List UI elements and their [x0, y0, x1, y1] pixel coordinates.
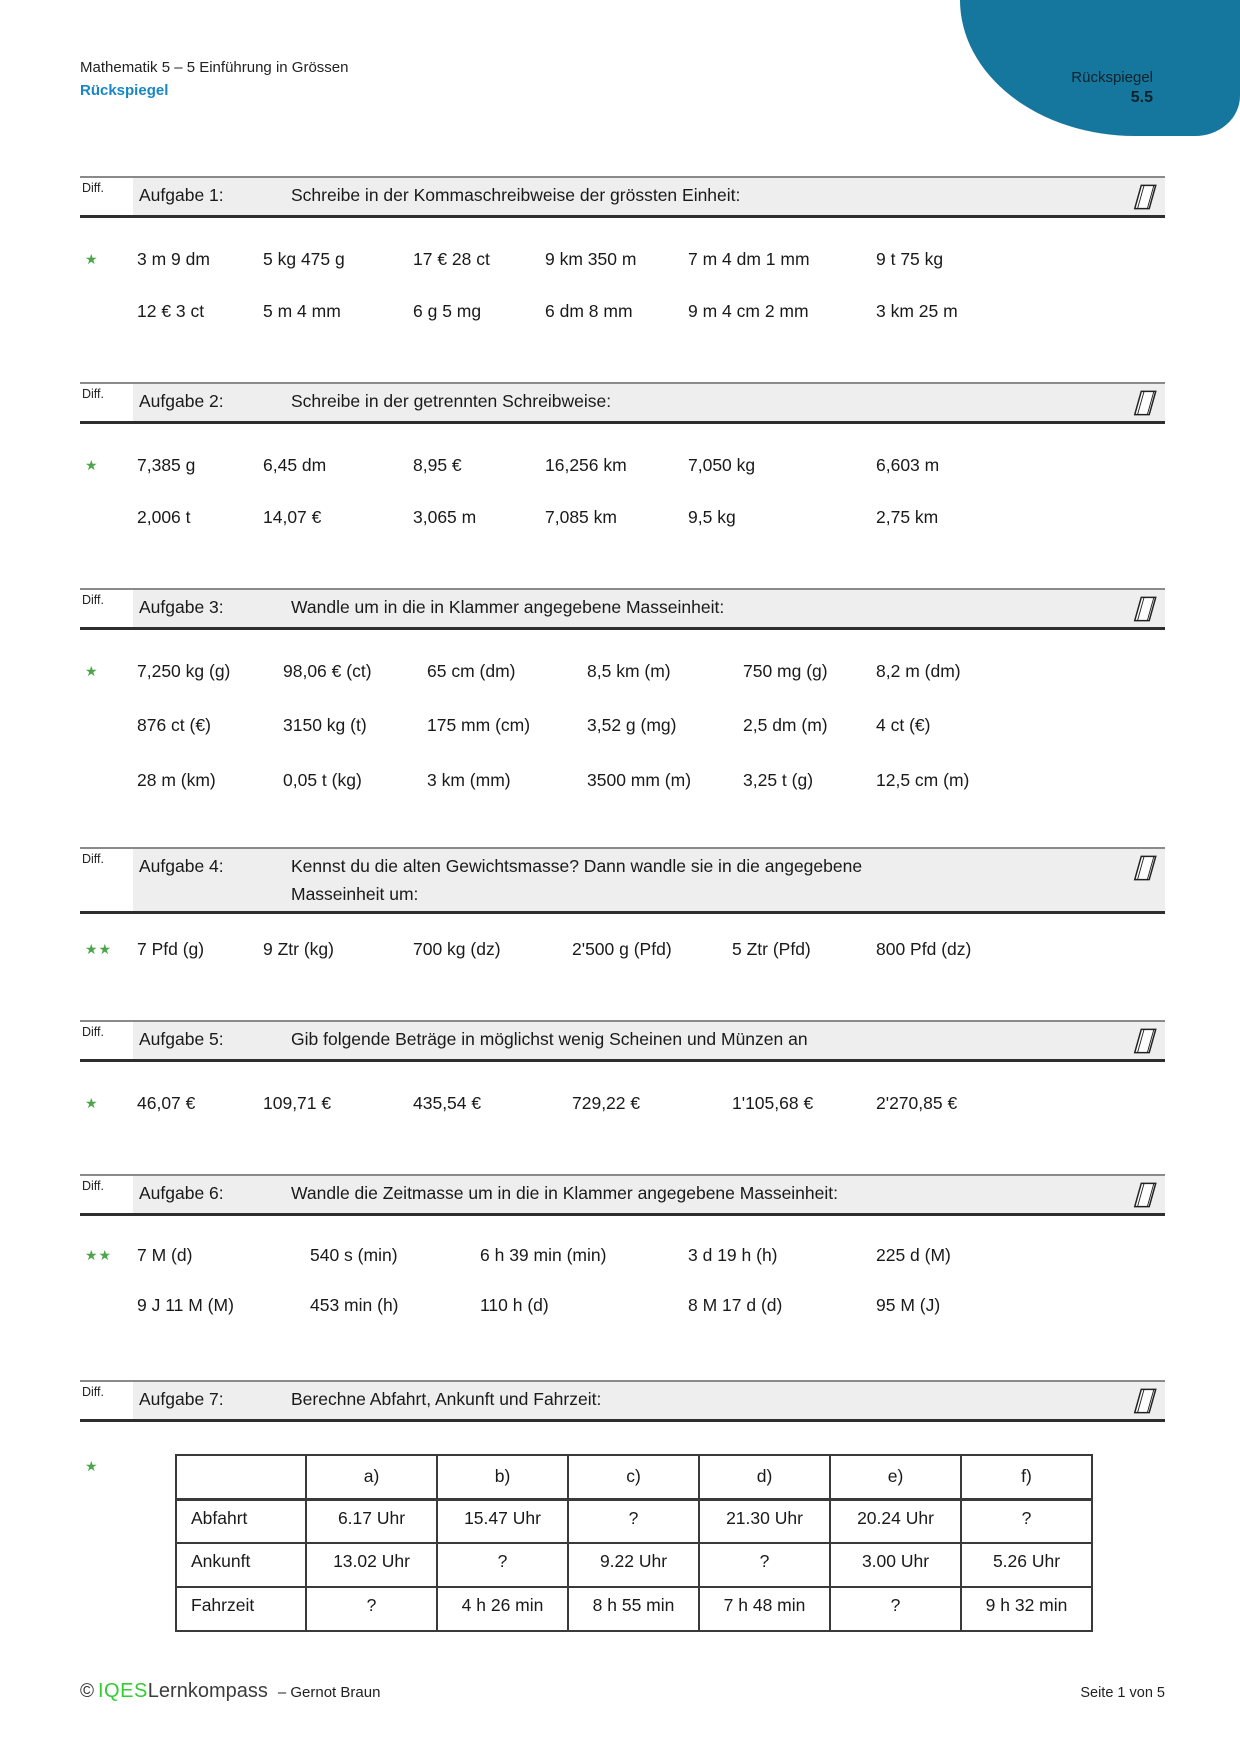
- task-title: Aufgabe 6:: [139, 1183, 224, 1203]
- value-cell: 28 m (km): [137, 770, 216, 790]
- task-title: Aufgabe 1:: [139, 185, 224, 205]
- value-cell: 46,07 €: [137, 1093, 196, 1113]
- value-cell: 8,95 €: [413, 455, 462, 475]
- iqes-logo: IQES: [98, 1680, 148, 1702]
- table-cell: 9.22 Uhr: [568, 1543, 699, 1587]
- table-cell: 15.47 Uhr: [437, 1499, 568, 1543]
- notebook-icon: [1123, 1179, 1165, 1210]
- task-header-bar: [80, 847, 1165, 914]
- value-cell: 16,256 km: [545, 455, 627, 475]
- value-cell: 2,006 t: [137, 507, 191, 527]
- value-cell: 3,52 g (mg): [587, 715, 677, 735]
- value-cell: 800 Pfd (dz): [876, 939, 972, 959]
- value-cell: 3150 kg (t): [283, 715, 367, 735]
- value-cell: 5 m 4 mm: [263, 301, 341, 321]
- value-cell: 3 km (mm): [427, 770, 511, 790]
- value-cell: 7,250 kg (g): [137, 661, 231, 681]
- value-cell: 9,5 kg: [688, 507, 736, 527]
- value-cell: 435,54 €: [413, 1093, 482, 1113]
- difficulty-stars: ★★: [85, 941, 113, 957]
- table-row: [176, 1587, 1092, 1631]
- notebook-icon: [1123, 1385, 1165, 1416]
- task-bar-body: [133, 178, 1165, 215]
- difficulty-column-label: Diff.: [80, 1176, 133, 1213]
- value-cell: 729,22 €: [572, 1093, 641, 1113]
- value-cell: 453 min (h): [310, 1295, 399, 1315]
- value-cell: 14,07 €: [263, 507, 322, 527]
- task-values-row: [80, 938, 1165, 960]
- value-cell: 6,45 dm: [263, 455, 327, 475]
- task-section-1: [80, 176, 1165, 322]
- notebook-icon: [1123, 387, 1165, 418]
- task-bar-body: [133, 1176, 1165, 1213]
- value-cell: 8,2 m (dm): [876, 661, 961, 681]
- value-cell: 65 cm (dm): [427, 661, 516, 681]
- value-cell: 5 Ztr (Pfd): [732, 939, 811, 959]
- difficulty-column-label: Diff.: [80, 1022, 133, 1059]
- value-cell: 7,385 g: [137, 455, 196, 475]
- task-instruction: Wandle um in die in Klammer angegebene Masseinheit:: [291, 597, 725, 617]
- value-cell: 9 m 4 cm 2 mm: [688, 301, 809, 321]
- task-values-row: [80, 454, 1165, 476]
- lernkompass-logo: Lernkompass: [147, 1680, 268, 1702]
- page-footer: [80, 1680, 1165, 1703]
- task-values-row: [80, 1092, 1165, 1114]
- value-cell: 17 € 28 ct: [413, 249, 490, 269]
- value-cell: 225 d (M): [876, 1245, 951, 1265]
- notebook-icon: [1123, 593, 1165, 624]
- value-cell: 3 d 19 h (h): [688, 1245, 778, 1265]
- value-cell: 6 h 39 min (min): [480, 1245, 607, 1265]
- value-cell: 4 ct (€): [876, 715, 931, 735]
- task-section-3: [80, 588, 1165, 791]
- difficulty-column-label: Diff.: [80, 384, 133, 421]
- task-header-bar: [80, 1174, 1165, 1216]
- header-cell: b): [437, 1455, 568, 1499]
- row-label: Fahrzeit: [176, 1587, 306, 1631]
- value-cell: 12 € 3 ct: [137, 301, 205, 321]
- value-cell: 110 h (d): [480, 1295, 549, 1315]
- trip-table: [175, 1454, 1093, 1632]
- value-cell: 98,06 € (ct): [283, 661, 372, 681]
- header-cell: f): [961, 1455, 1092, 1499]
- value-cell: 3,25 t (g): [743, 770, 814, 790]
- task-header-bar: [80, 588, 1165, 630]
- task-values-row: [80, 1294, 1165, 1316]
- task-instruction: Kennst du die alten Gewichtsmasse? Dann wandle sie in die angegebene Masseinheit um:: [291, 856, 863, 904]
- task-instruction: Schreibe in der getrennten Schreibweise:: [291, 391, 612, 411]
- value-cell: 2'500 g (Pfd): [572, 939, 672, 959]
- corner-label: Rückspiegel: [1071, 69, 1153, 86]
- value-cell: 7,085 km: [545, 507, 617, 527]
- task-bar-body: [133, 1382, 1165, 1419]
- task-section-7: [80, 1380, 1165, 1632]
- task-title: Aufgabe 7:: [139, 1389, 224, 1409]
- task-instruction: Gib folgende Beträge in möglichst wenig Scheinen und Münzen an: [291, 1029, 808, 1049]
- difficulty-column-label: Diff.: [80, 849, 133, 911]
- task-title: Aufgabe 5:: [139, 1029, 224, 1049]
- table-cell: 21.30 Uhr: [699, 1499, 830, 1543]
- difficulty-column-label: Diff.: [80, 178, 133, 215]
- table-cell: 8 h 55 min: [568, 1587, 699, 1631]
- value-cell: 7 m 4 dm 1 mm: [688, 249, 810, 269]
- task-header-bar: [80, 176, 1165, 218]
- difficulty-stars: ★: [85, 663, 99, 679]
- table-cell: 13.02 Uhr: [306, 1543, 437, 1587]
- task-values-row: [80, 660, 1165, 682]
- difficulty-stars: ★: [85, 457, 99, 473]
- value-cell: 95 M (J): [876, 1295, 941, 1315]
- task-title: Aufgabe 4:: [139, 856, 224, 876]
- task-title: Aufgabe 2:: [139, 391, 224, 411]
- value-cell: 3500 mm (m): [587, 770, 692, 790]
- value-cell: 9 t 75 kg: [876, 249, 944, 269]
- task-values-row: [80, 248, 1165, 270]
- table-cell: 9 h 32 min: [961, 1587, 1092, 1631]
- table-cell: ?: [961, 1499, 1092, 1543]
- row-label: Abfahrt: [176, 1499, 306, 1543]
- table-cell: 3.00 Uhr: [830, 1543, 961, 1587]
- value-cell: 0,05 t (kg): [283, 770, 362, 790]
- copyright-symbol: ©: [80, 1681, 94, 1702]
- notebook-icon: [1123, 852, 1165, 883]
- page-number: Seite 1 von 5: [1080, 1685, 1165, 1701]
- value-cell: 9 km 350 m: [545, 249, 637, 269]
- table-cell: 5.26 Uhr: [961, 1543, 1092, 1587]
- task-instruction: Schreibe in der Kommaschreibweise der grössten Einheit:: [291, 185, 741, 205]
- notebook-icon: [1123, 181, 1165, 212]
- notebook-icon: [1123, 1025, 1165, 1056]
- task-header-bar: [80, 1380, 1165, 1422]
- table-cell: ?: [699, 1543, 830, 1587]
- difficulty-column-label: Diff.: [80, 590, 133, 627]
- value-cell: 109,71 €: [263, 1093, 332, 1113]
- value-cell: 6 g 5 mg: [413, 301, 482, 321]
- task-bar-body: [133, 1022, 1165, 1059]
- row-label: Ankunft: [176, 1543, 306, 1587]
- header-cell: c): [568, 1455, 699, 1499]
- value-cell: 1'105,68 €: [732, 1093, 814, 1113]
- value-cell: 2,5 dm (m): [743, 715, 828, 735]
- value-cell: 6,603 m: [876, 455, 940, 475]
- value-cell: 7,050 kg: [688, 455, 756, 475]
- task-section-6: [80, 1174, 1165, 1316]
- header-cell: [176, 1455, 306, 1499]
- task-values-row: [80, 1244, 1165, 1266]
- difficulty-column-label: Diff.: [80, 1382, 133, 1419]
- task-bar-body: [133, 849, 1165, 911]
- value-cell: 3 km 25 m: [876, 301, 958, 321]
- table-cell: 7 h 48 min: [699, 1587, 830, 1631]
- table-row: [176, 1499, 1092, 1543]
- table-row: [176, 1543, 1092, 1587]
- value-cell: 175 mm (cm): [427, 715, 531, 735]
- trip-table-block: [80, 1454, 1165, 1632]
- task-instruction: Wandle die Zeitmasse um in die in Klammer angegebene Masseinheit:: [291, 1183, 838, 1203]
- table-cell: 20.24 Uhr: [830, 1499, 961, 1543]
- header-cell: e): [830, 1455, 961, 1499]
- value-cell: 12,5 cm (m): [876, 770, 970, 790]
- difficulty-stars: ★★: [85, 1247, 113, 1263]
- value-cell: 7 Pfd (g): [137, 939, 205, 959]
- course-title: Mathematik 5 – 5 Einführung in Grössen: [80, 59, 349, 76]
- task-header-bar: [80, 1020, 1165, 1062]
- task-values-row: [80, 769, 1165, 791]
- value-cell: 7 M (d): [137, 1245, 193, 1265]
- task-section-4: [80, 847, 1165, 960]
- task-bar-body: [133, 590, 1165, 627]
- header-cell: d): [699, 1455, 830, 1499]
- task-values-row: [80, 714, 1165, 736]
- value-cell: 2,75 km: [876, 507, 939, 527]
- value-cell: 5 kg 475 g: [263, 249, 345, 269]
- table-cell: ?: [830, 1587, 961, 1631]
- value-cell: 540 s (min): [310, 1245, 398, 1265]
- difficulty-stars: ★: [85, 1095, 99, 1111]
- value-cell: 3,065 m: [413, 507, 477, 527]
- value-cell: 9 J 11 M (M): [137, 1295, 234, 1315]
- value-cell: 9 Ztr (kg): [263, 939, 334, 959]
- value-cell: 8 M 17 d (d): [688, 1295, 783, 1315]
- task-bar-body: [133, 384, 1165, 421]
- table-cell: 6.17 Uhr: [306, 1499, 437, 1543]
- value-cell: 2'270,85 €: [876, 1093, 958, 1113]
- table-cell: ?: [306, 1587, 437, 1631]
- corner-number: 5.5: [1130, 89, 1153, 106]
- task-instruction: Berechne Abfahrt, Ankunft und Fahrzeit:: [291, 1389, 602, 1409]
- author-name: – Gernot Braun: [277, 1684, 381, 1701]
- table-cell: ?: [568, 1499, 699, 1543]
- table-cell: 4 h 26 min: [437, 1587, 568, 1631]
- task-title: Aufgabe 3:: [139, 597, 224, 617]
- value-cell: 3 m 9 dm: [137, 249, 210, 269]
- task-values-row: [80, 506, 1165, 528]
- value-cell: 8,5 km (m): [587, 661, 671, 681]
- value-cell: 700 kg (dz): [413, 939, 501, 959]
- value-cell: 876 ct (€): [137, 715, 211, 735]
- task-section-5: [80, 1020, 1165, 1114]
- difficulty-stars: ★: [85, 1458, 99, 1474]
- table-header-row: [176, 1455, 1092, 1499]
- page-subtitle: Rückspiegel: [80, 82, 169, 99]
- task-values-row: [80, 300, 1165, 322]
- header-cell: a): [306, 1455, 437, 1499]
- task-section-2: [80, 382, 1165, 528]
- difficulty-stars: ★: [85, 251, 99, 267]
- value-cell: 750 mg (g): [743, 661, 828, 681]
- value-cell: 6 dm 8 mm: [545, 301, 633, 321]
- table-cell: ?: [437, 1543, 568, 1587]
- task-header-bar: [80, 382, 1165, 424]
